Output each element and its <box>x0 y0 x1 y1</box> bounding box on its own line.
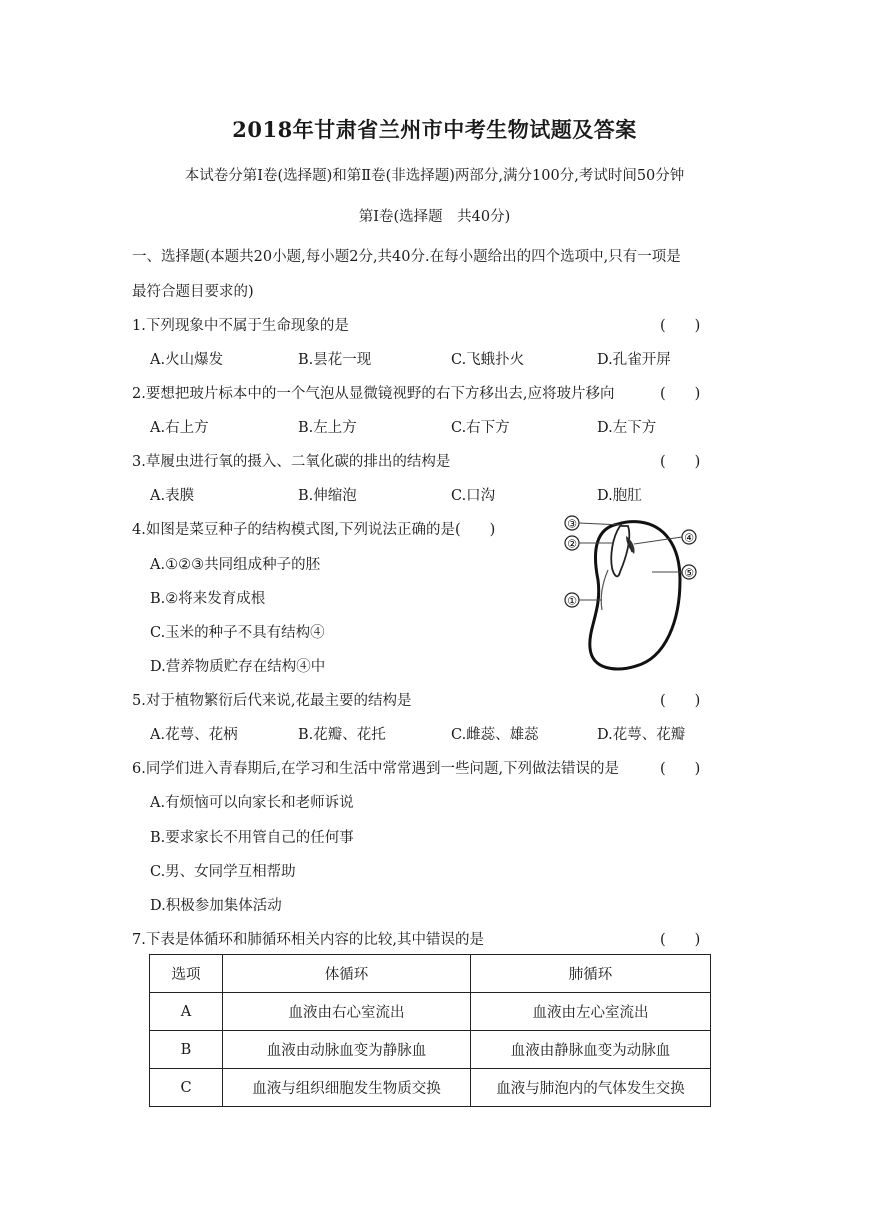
question-6-option-a: A.有烦恼可以向家长和老师诉说 <box>150 795 354 811</box>
question-3-answer-paren: ( ) <box>660 454 701 470</box>
table-header-cell: 选项 <box>150 955 223 993</box>
label-3 <box>565 516 622 531</box>
question-4-stem: 4.如图是菜豆种子的结构模式图,下列说法正确的是( ) <box>132 522 496 538</box>
table-cell: 血液由动脉血变为静脉血 <box>223 1031 471 1069</box>
question-6-answer-paren: ( ) <box>660 761 701 777</box>
table-header-cell: 体循环 <box>223 955 471 993</box>
label-5 <box>652 565 696 580</box>
question-4-option-c: C.玉米的种子不具有结构④ <box>150 625 325 641</box>
table-cell: 血液由静脉血变为动脉血 <box>471 1031 711 1069</box>
table-header-cell: 肺循环 <box>471 955 711 993</box>
label-1-text: ① <box>567 594 577 608</box>
question-5-option-c: C.雌蕊、雄蕊 <box>451 727 539 743</box>
label-5-text: ⑤ <box>684 566 694 580</box>
question-2-option-d: D.左下方 <box>597 420 657 436</box>
part1-header: 第Ⅰ卷(选择题 共40分) <box>358 209 511 225</box>
question-1-option-c: C.飞蛾扑火 <box>451 352 525 368</box>
question-6-option-c: C.男、女同学互相帮助 <box>150 864 296 880</box>
section-instructions-line1: 一、选择题(本题共20小题,每小题2分,共40分.在每小题给出的四个选项中,只有一项是 <box>132 249 681 265</box>
question-3-option-c: C.口沟 <box>451 488 496 504</box>
table-row <box>150 1031 711 1069</box>
question-1-answer-paren: ( ) <box>660 318 701 334</box>
question-5-option-a: A.花萼、花柄 <box>150 727 238 743</box>
table-cell: A <box>150 993 223 1031</box>
question-1-option-d: D.孔雀开屏 <box>597 352 671 368</box>
question-4-option-d: D.营养物质贮存在结构④中 <box>150 659 326 675</box>
table-cell: 血液与肺泡内的气体发生交换 <box>471 1069 711 1107</box>
label-2-text: ② <box>567 537 577 551</box>
question-2-option-b: B.左上方 <box>298 420 357 436</box>
circulation-comparison-table <box>149 954 711 1107</box>
table-cell: 血液由左心室流出 <box>471 993 711 1031</box>
question-6-option-b: B.要求家长不用管自己的任何事 <box>150 830 354 846</box>
question-7-stem: 7.下表是体循环和肺循环相关内容的比较,其中错误的是 <box>132 932 484 948</box>
exam-intro: 本试卷分第Ⅰ卷(选择题)和第Ⅱ卷(非选择题)两部分,满分100分,考试时间50分钟 <box>184 168 685 184</box>
table-cell: 血液由右心室流出 <box>223 993 471 1031</box>
label-2 <box>565 536 614 551</box>
question-5-stem: 5.对于植物繁衍后代来说,花最主要的结构是 <box>132 693 412 709</box>
section-instructions-line2: 最符合题目要求的) <box>132 284 254 300</box>
question-5-option-d: D.花萼、花瓣 <box>597 727 686 743</box>
question-6-stem: 6.同学们进入青春期后,在学习和生活中常常遇到一些问题,下列做法错误的是 <box>132 761 620 777</box>
question-3-option-b: B.伸缩泡 <box>298 488 357 504</box>
question-1-option-b: B.昙花一现 <box>298 352 372 368</box>
question-3-option-a: A.表膜 <box>150 488 195 504</box>
question-5-option-b: B.花瓣、花托 <box>298 727 386 743</box>
question-2-answer-paren: ( ) <box>660 386 701 402</box>
question-1-option-a: A.火山爆发 <box>150 352 224 368</box>
page-title: 2018年甘肃省兰州市中考生物试题及答案 <box>232 117 637 142</box>
label-4-text: ④ <box>684 531 694 545</box>
question-1-stem: 1.下列现象中不属于生命现象的是 <box>132 318 349 334</box>
radicle <box>601 570 608 610</box>
question-4-option-a: A.①②③共同组成种子的胚 <box>150 557 321 573</box>
embryo-axis <box>611 526 629 576</box>
table-row <box>150 993 711 1031</box>
question-4-option-b: B.②将来发育成根 <box>150 591 266 607</box>
table-cell: 血液与组织细胞发生物质交换 <box>223 1069 471 1107</box>
label-3-text: ③ <box>567 517 577 531</box>
question-5-answer-paren: ( ) <box>660 693 701 709</box>
question-7-answer-paren: ( ) <box>660 932 701 948</box>
question-3-stem: 3.草履虫进行氧的摄入、二氧化碳的排出的结构是 <box>132 454 451 470</box>
table-row <box>150 1069 711 1107</box>
question-3-option-d: D.胞肛 <box>597 488 642 504</box>
question-2-stem: 2.要想把玻片标本中的一个气泡从显微镜视野的右下方移出去,应将玻片移向 <box>132 386 615 402</box>
bean-seed-diagram <box>556 510 706 675</box>
table-cell: B <box>150 1031 223 1069</box>
table-header-row <box>150 955 711 993</box>
question-2-option-c: C.右下方 <box>451 420 510 436</box>
table-cell: C <box>150 1069 223 1107</box>
question-2-option-a: A.右上方 <box>150 420 209 436</box>
question-6-option-d: D.积极参加集体活动 <box>150 898 282 914</box>
